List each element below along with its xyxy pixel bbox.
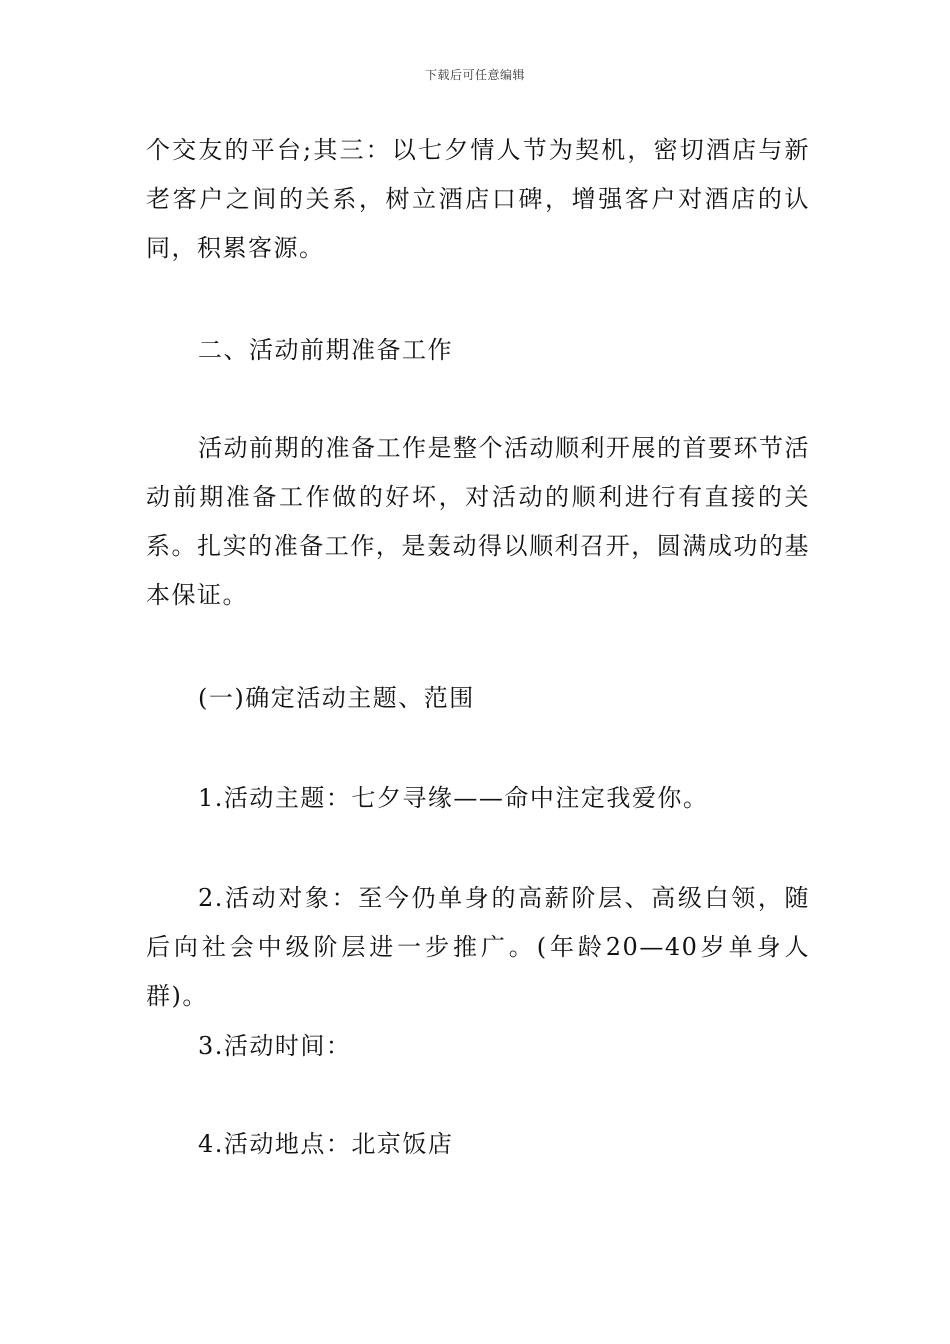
list-item-location: 4.活动地点：北京饭店	[198, 1130, 454, 1158]
paragraph-preparation: 活动前期的准备工作是整个活动顺利开展的首要环节活动前期准备工作做的好坏，对活动的顺利进行有直接的关系。扎实的准备工作，是轰动得以顺利召开，圆满成功的基本保证。	[146, 434, 810, 609]
page-header: 下载后可任意编辑	[424, 68, 525, 82]
list-item-theme: 1.活动主题：七夕寻缘——命中注定我爱你。	[198, 784, 709, 812]
list-item-audience: 2.活动对象：至今仍单身的高薪阶层、高级白领，随后向社会中级阶层进一步推广。(年龄20—40岁单身人群)。	[146, 884, 810, 1010]
section-heading-preparation: 二、活动前期准备工作	[198, 336, 453, 364]
subsection-heading-theme: (一)确定活动主题、范围	[198, 684, 475, 712]
paragraph-intro-continuation: 个交友的平台;其三：以七夕情人节为契机，密切酒店与新老客户之间的关系，树立酒店口碑，增强客户对酒店的认同，积累客源。	[146, 136, 810, 262]
list-item-time: 3.活动时间：	[198, 1032, 352, 1060]
